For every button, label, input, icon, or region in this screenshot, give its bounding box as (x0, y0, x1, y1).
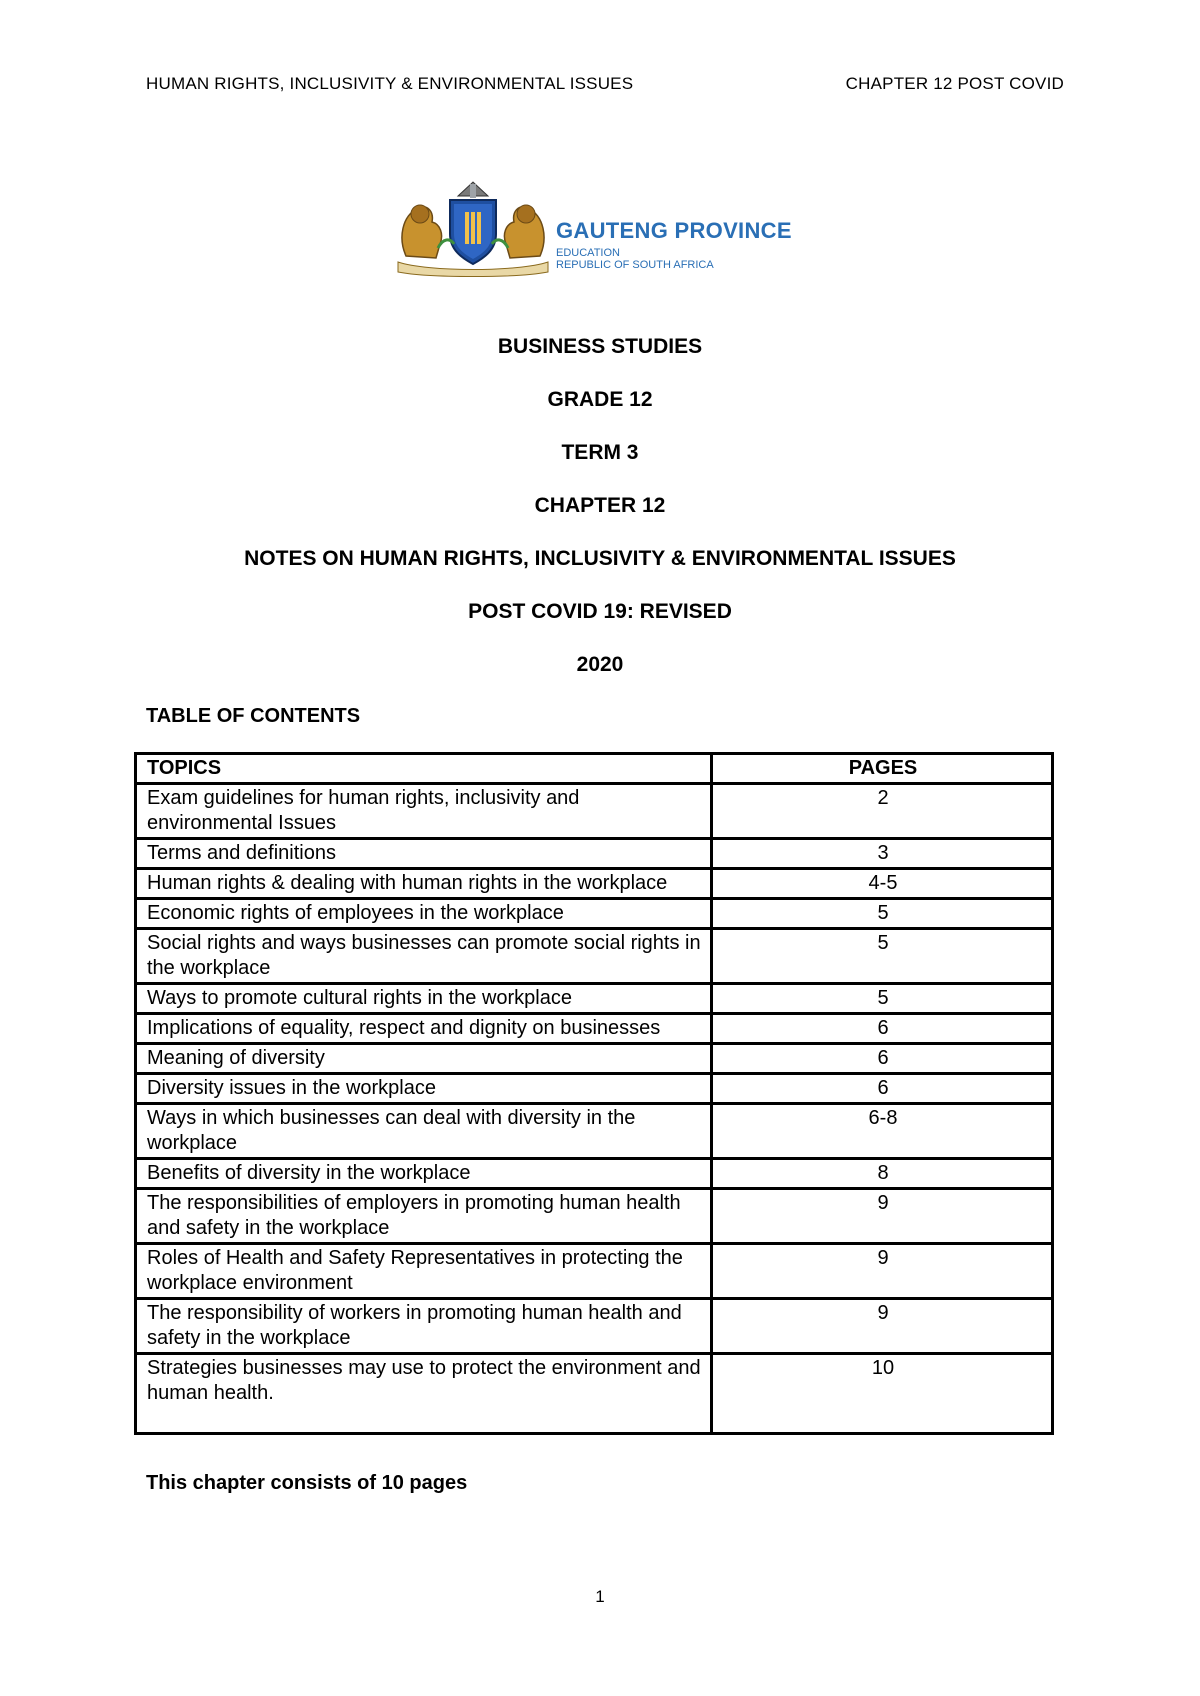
running-header-chapter: CHAPTER 12 POST COVID (845, 74, 1064, 93)
toc-pages-cell: 9 (712, 1189, 1053, 1244)
table-row (136, 1044, 1053, 1074)
toc-topic-cell: Diversity issues in the workplace (136, 1074, 712, 1104)
table-row (136, 869, 1053, 899)
table-row (136, 984, 1053, 1014)
toc-topic-cell: Implications of equality, respect and dignity on businesses (136, 1014, 712, 1044)
table-row (136, 1299, 1053, 1354)
toc-pages-cell: 3 (712, 839, 1053, 869)
toc-heading: TABLE OF CONTENTS (146, 705, 361, 727)
table-row (136, 1159, 1053, 1189)
toc-pages-cell: 2 (712, 784, 1053, 839)
toc-topic-cell: Benefits of diversity in the workplace (136, 1159, 712, 1189)
revision-title: POST COVID 19: REVISED (468, 600, 732, 623)
toc-topic-cell: Human rights & dealing with human rights in the workplace (136, 869, 712, 899)
toc-pages-cell: 6 (712, 1074, 1053, 1104)
toc-column-pages: PAGES (712, 754, 1053, 784)
toc-pages-cell: 6 (712, 1014, 1053, 1044)
chapter-title: CHAPTER 12 (534, 494, 666, 517)
org-country: REPUBLIC OF SOUTH AFRICA (556, 259, 714, 271)
document-title-block (0, 334, 1200, 705)
table-of-contents (134, 752, 1054, 1435)
toc-topic-cell: Social rights and ways businesses can promote social rights in the workplace (136, 929, 712, 984)
running-header-title: HUMAN RIGHTS, INCLUSIVITY & ENVIRONMENTAL ISSUES (146, 74, 634, 93)
toc-pages-cell: 6 (712, 1044, 1053, 1074)
toc-pages-cell: 4-5 (712, 869, 1053, 899)
toc-body (136, 784, 1053, 1434)
toc-column-topics: TOPICS (136, 754, 712, 784)
table-row (136, 1244, 1053, 1299)
term-title: TERM 3 (561, 441, 639, 464)
notes-title: NOTES ON HUMAN RIGHTS, INCLUSIVITY & ENVIRONMENTAL ISSUES (244, 547, 956, 570)
table-row (136, 1104, 1053, 1159)
table-row (136, 784, 1053, 839)
toc-topic-cell: Exam guidelines for human rights, inclusivity and environmental Issues (136, 784, 712, 839)
org-department: EDUCATION (556, 247, 620, 259)
table-row (136, 1074, 1053, 1104)
toc-topic-cell: Ways to promote cultural rights in the workplace (136, 984, 712, 1014)
toc-topic-cell: Strategies businesses may use to protect the environment and human health. (136, 1354, 712, 1434)
toc-topic-cell: The responsibilities of employers in promoting human health and safety in the workplace (136, 1189, 712, 1244)
toc-topic-cell: Economic rights of employees in the workplace (136, 899, 712, 929)
toc-topic-cell: The responsibility of workers in promoting human health and safety in the workplace (136, 1299, 712, 1354)
toc-header-row (136, 754, 1053, 784)
coat-of-arms-icon (388, 178, 558, 278)
toc-pages-cell: 9 (712, 1244, 1053, 1299)
toc-topic-cell: Meaning of diversity (136, 1044, 712, 1074)
toc-pages-cell: 9 (712, 1299, 1053, 1354)
table-row (136, 1354, 1053, 1434)
page-number: 1 (595, 1587, 605, 1606)
toc-pages-cell: 5 (712, 899, 1053, 929)
organisation-wordmark (556, 218, 792, 271)
grade-title: GRADE 12 (547, 388, 653, 411)
toc-pages-cell: 10 (712, 1354, 1053, 1434)
table-row (136, 1014, 1053, 1044)
toc-pages-cell: 5 (712, 984, 1053, 1014)
chapter-page-count-note: This chapter consists of 10 pages (146, 1472, 468, 1494)
table-row (136, 899, 1053, 929)
toc-topic-cell: Ways in which businesses can deal with diversity in the workplace (136, 1104, 712, 1159)
toc-pages-cell: 6-8 (712, 1104, 1053, 1159)
toc-pages-cell: 5 (712, 929, 1053, 984)
toc-topic-cell: Roles of Health and Safety Representatives in protecting the workplace environment (136, 1244, 712, 1299)
table-row (136, 1189, 1053, 1244)
table-row (136, 839, 1053, 869)
subject-title: BUSINESS STUDIES (497, 335, 703, 358)
table-row (136, 929, 1053, 984)
year-title: 2020 (576, 653, 624, 676)
toc-topic-cell: Terms and definitions (136, 839, 712, 869)
org-name: GAUTENG PROVINCE (556, 218, 792, 243)
toc-pages-cell: 8 (712, 1159, 1053, 1189)
